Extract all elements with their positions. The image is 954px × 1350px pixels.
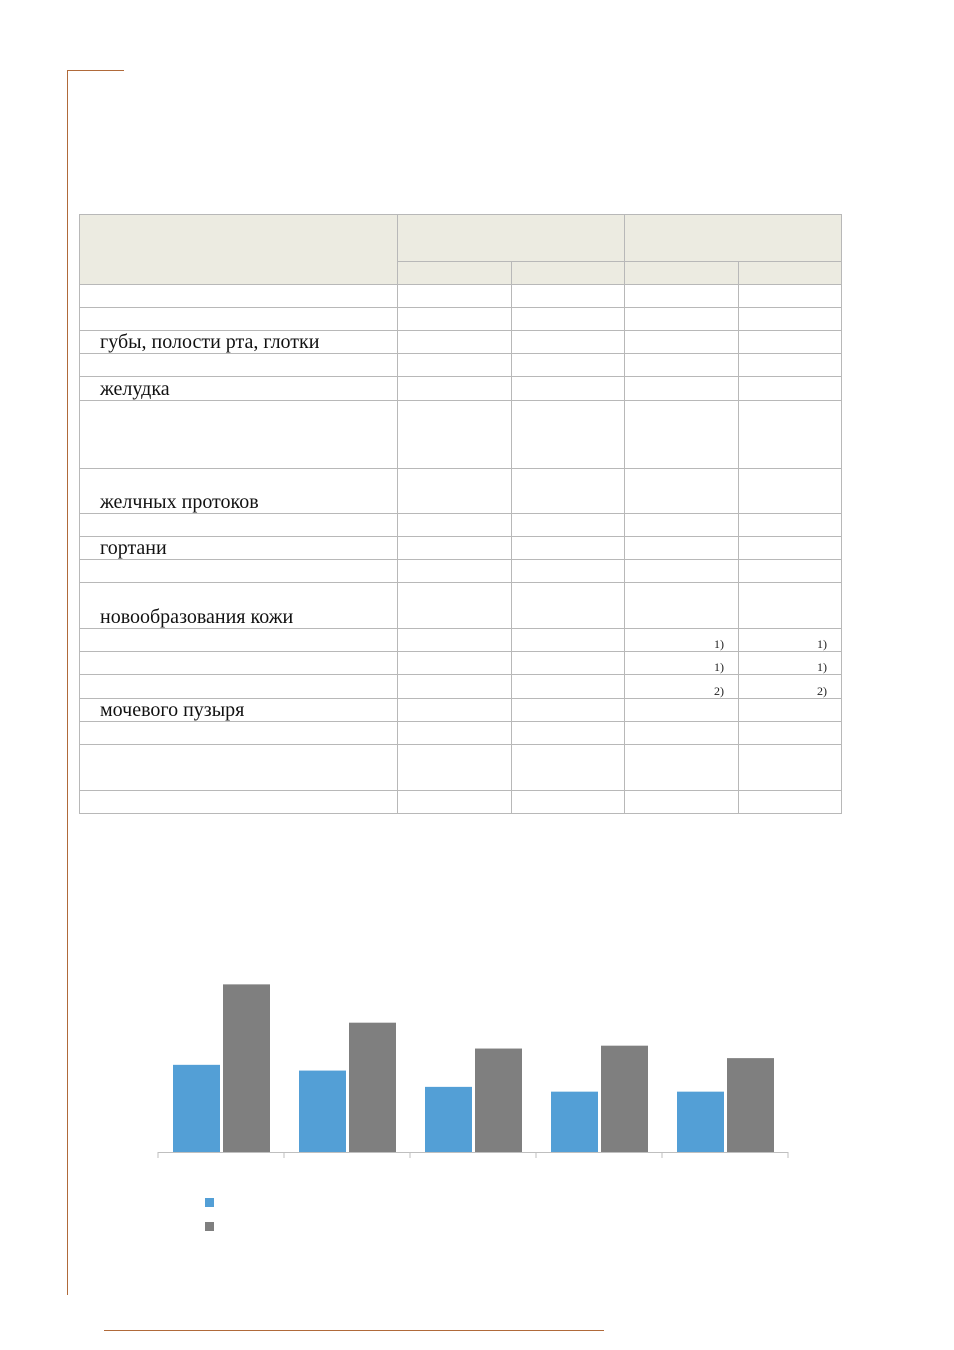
table-cell	[512, 583, 625, 629]
footnote-mark	[625, 514, 739, 537]
table-cell	[512, 675, 625, 699]
footnote-mark	[625, 308, 739, 331]
footnote-mark	[739, 469, 842, 514]
row-label	[80, 354, 398, 377]
row-label	[80, 652, 398, 675]
table-cell	[512, 537, 625, 560]
bar-series-1-cat-4	[551, 1092, 598, 1152]
footnote-mark	[625, 791, 739, 814]
table-cell	[398, 652, 512, 675]
footnote-mark	[625, 722, 739, 745]
data-table	[79, 214, 842, 814]
row-label: мочевого пузыря	[80, 699, 398, 722]
row-label	[80, 675, 398, 699]
row-label: гортани	[80, 537, 398, 560]
footnote-mark	[625, 469, 739, 514]
table-header-group-2	[625, 215, 842, 262]
table-subheader-cell	[625, 262, 739, 285]
table-row	[80, 745, 842, 791]
row-label	[80, 401, 398, 469]
bar-series-2-cat-1	[223, 984, 270, 1152]
table-cell	[512, 469, 625, 514]
table-cell	[512, 308, 625, 331]
table-cell	[398, 699, 512, 722]
footnote-mark	[739, 514, 842, 537]
table-cell	[398, 514, 512, 537]
table-cell	[512, 560, 625, 583]
table-row	[80, 469, 842, 514]
footer-line	[104, 1330, 604, 1331]
footnote-mark	[625, 699, 739, 722]
table-cell	[398, 675, 512, 699]
footnote-mark	[739, 722, 842, 745]
table-row	[80, 377, 842, 401]
table-row	[80, 652, 842, 675]
chart-legend	[205, 1198, 214, 1246]
row-label: желудка	[80, 377, 398, 401]
legend-marker-series-2	[205, 1222, 214, 1231]
table-subheader-cell	[398, 262, 512, 285]
table-cell	[398, 722, 512, 745]
bar-chart	[150, 960, 800, 1180]
table-row	[80, 401, 842, 469]
row-label	[80, 722, 398, 745]
table-cell	[398, 331, 512, 354]
footnote-mark	[739, 699, 842, 722]
table-cell	[512, 331, 625, 354]
table-cell	[398, 537, 512, 560]
footnote-mark: 1)	[625, 652, 739, 675]
footnote-mark	[739, 401, 842, 469]
footnote-mark	[739, 354, 842, 377]
table-row	[80, 629, 842, 652]
bar-chart-svg	[150, 960, 800, 1180]
frame-top-line	[67, 70, 124, 71]
footnote-mark	[625, 331, 739, 354]
table-row	[80, 791, 842, 814]
footnote-mark	[625, 401, 739, 469]
row-label	[80, 514, 398, 537]
table-cell	[512, 629, 625, 652]
table-cell	[512, 377, 625, 401]
table-row	[80, 583, 842, 629]
row-label	[80, 745, 398, 791]
bar-series-2-cat-3	[475, 1049, 522, 1152]
footnote-mark	[625, 377, 739, 401]
table-cell	[512, 699, 625, 722]
table-cell	[398, 377, 512, 401]
table-subheader-cell	[512, 262, 625, 285]
footnote-mark	[625, 537, 739, 560]
table-header-group-1	[398, 215, 625, 262]
table-cell	[512, 285, 625, 308]
footnote-mark: 1)	[739, 629, 842, 652]
table-cell	[512, 791, 625, 814]
row-label: желчных протоков	[80, 469, 398, 514]
table-cell	[398, 560, 512, 583]
row-label	[80, 285, 398, 308]
table-row	[80, 560, 842, 583]
footnote-mark	[739, 331, 842, 354]
table-cell	[512, 745, 625, 791]
footnote-mark	[739, 537, 842, 560]
footnote-mark	[625, 583, 739, 629]
table-row	[80, 699, 842, 722]
bar-series-1-cat-3	[425, 1087, 472, 1152]
bar-series-1-cat-5	[677, 1092, 724, 1152]
footnote-mark	[739, 583, 842, 629]
footnote-mark	[739, 560, 842, 583]
table-cell	[512, 722, 625, 745]
table-row	[80, 308, 842, 331]
row-label: новообразования кожи	[80, 583, 398, 629]
table-cell	[398, 469, 512, 514]
bar-series-1-cat-1	[173, 1065, 220, 1152]
footnote-mark: 1)	[739, 652, 842, 675]
table-cell	[512, 354, 625, 377]
row-label	[80, 308, 398, 331]
table-cell	[398, 629, 512, 652]
frame-left-line	[67, 70, 68, 1295]
table-cell	[398, 583, 512, 629]
row-label	[80, 560, 398, 583]
table-cell	[512, 401, 625, 469]
row-label	[80, 791, 398, 814]
table-header-label-cell	[80, 215, 398, 285]
footnote-mark	[625, 354, 739, 377]
table-row	[80, 354, 842, 377]
table-row	[80, 722, 842, 745]
footnote-mark	[739, 791, 842, 814]
footnote-mark	[739, 308, 842, 331]
footnote-mark: 2)	[739, 675, 842, 699]
table-cell	[398, 745, 512, 791]
table-row	[80, 514, 842, 537]
bar-series-2-cat-4	[601, 1046, 648, 1152]
data-table-container	[79, 214, 841, 814]
table-cell	[398, 791, 512, 814]
bar-series-2-cat-5	[727, 1058, 774, 1152]
footnote-mark	[739, 285, 842, 308]
footnote-mark: 1)	[625, 629, 739, 652]
table-cell	[512, 514, 625, 537]
legend-marker-series-1	[205, 1198, 214, 1207]
footnote-mark	[625, 745, 739, 791]
table-cell	[398, 354, 512, 377]
table-row	[80, 675, 842, 699]
footnote-mark: 2)	[625, 675, 739, 699]
table-row	[80, 331, 842, 354]
bar-series-1-cat-2	[299, 1071, 346, 1152]
table-cell	[512, 652, 625, 675]
table-row	[80, 285, 842, 308]
table-subheader-cell	[739, 262, 842, 285]
footnote-mark	[625, 560, 739, 583]
row-label: губы, полости рта, глотки	[80, 331, 398, 354]
footnote-mark	[625, 285, 739, 308]
footnote-mark	[739, 377, 842, 401]
footnote-mark	[739, 745, 842, 791]
table-cell	[398, 285, 512, 308]
table-cell	[398, 308, 512, 331]
row-label	[80, 629, 398, 652]
table-row	[80, 537, 842, 560]
table-cell	[398, 401, 512, 469]
bar-series-2-cat-2	[349, 1023, 396, 1152]
